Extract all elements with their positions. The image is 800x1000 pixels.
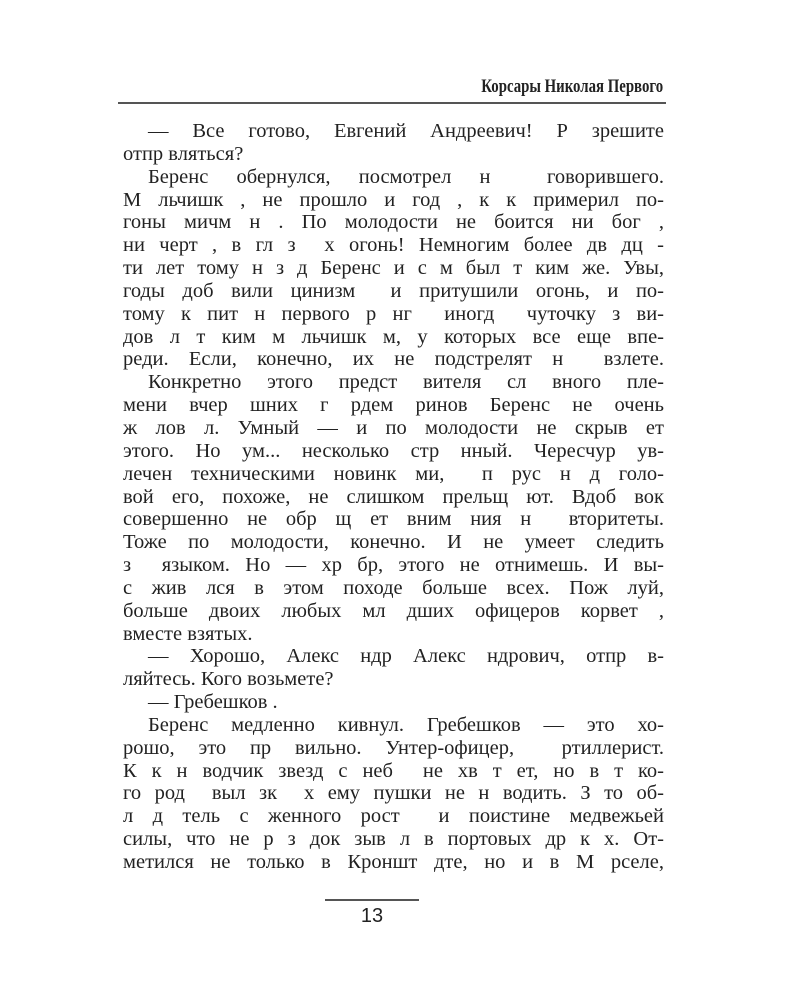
text-line: ти лет тому н з д Беренс и с м был т ким же. Увы,	[123, 257, 664, 280]
text-line: з языком. Но — хр бр, этого не отнимешь. И вы-	[123, 554, 664, 577]
text-line: тому к пит н первого р нг иногд чуточку з ви-	[123, 302, 664, 325]
text-line: Беренс обернулся, посмотрел н говорившего.	[148, 165, 664, 188]
text-line: рошо, это пр вильно. Унтер-офицер, ртиллерист.	[123, 736, 664, 759]
text-line: ни черт , в гл з х огонь! Немногим более дв дц -	[123, 234, 664, 257]
text-line: Беренс медленно кивнул. Гребешков — это хо-	[148, 713, 664, 736]
text-line: — Гребешков .	[148, 691, 278, 714]
text-line: этого. Но ум... несколько стр нный. Чересчур ув-	[123, 439, 664, 462]
text-line: Конкретно этого предст вителя сл вного пле-	[148, 371, 664, 394]
text-line: ляйтесь. Кого возьмете?	[123, 668, 334, 691]
footer-rule	[325, 899, 419, 901]
text-line: — Все готово, Евгений Андреевич! Р зрешите	[148, 120, 664, 142]
text-line: гоны мичм н . По молодости не боится ни бог ,	[123, 211, 664, 234]
running-title: Корсары Николая Первого	[481, 76, 663, 97]
text-line: лечен техническими новинк ми, п рус н д голо-	[123, 462, 664, 485]
text-line: К к н водчик звезд с неб не хв т ет, но в т ко-	[123, 759, 664, 782]
text-line: метился не только в Кроншт дте, но и в М рселе,	[123, 851, 664, 873]
text-line: го род выл зк х ему пушки не н водить. З то об-	[123, 782, 664, 805]
text-line: годы доб вили цинизм и притушили огонь, и по-	[123, 279, 664, 302]
text-line: дов л т ким м льчишк м, у которых все еще впе-	[123, 325, 664, 348]
page-number: 13	[360, 905, 384, 927]
text-line: больше двоих любых мл дших офицеров корвет ,	[123, 599, 664, 622]
page-body-text	[123, 120, 664, 874]
text-line: вой его, похоже, не слишком прельщ ют. Вдоб вок	[123, 485, 664, 508]
text-line: силы, что не р з док зыв л в портовых др к х. От-	[123, 828, 664, 851]
text-line: М льчишк , не прошло и год , к к примерил по-	[123, 188, 664, 211]
text-line: вместе взятых.	[123, 622, 253, 645]
text-line: совершенно не обр щ ет вним ния н вторитеты.	[123, 508, 664, 531]
text-line: ж лов л. Умный — и по молодости не скрыв ет	[123, 416, 664, 439]
header-rule	[118, 102, 666, 104]
text-line: реди. Если, конечно, их не подстрелят н взлете.	[123, 348, 664, 371]
text-line: с жив лся в этом походе больше всех. Пож луй,	[123, 576, 664, 599]
text-line: — Хорошо, Алекс ндр Алекс ндрович, отпр в-	[148, 645, 664, 668]
text-line: мени вчер шних г рдем ринов Беренс не очень	[123, 394, 664, 417]
text-line: л д тель с женного рост и поистине медвежьей	[123, 805, 664, 828]
text-line: отпр вляться?	[123, 142, 244, 165]
text-line: Тоже по молодости, конечно. И не умеет следить	[123, 531, 664, 554]
